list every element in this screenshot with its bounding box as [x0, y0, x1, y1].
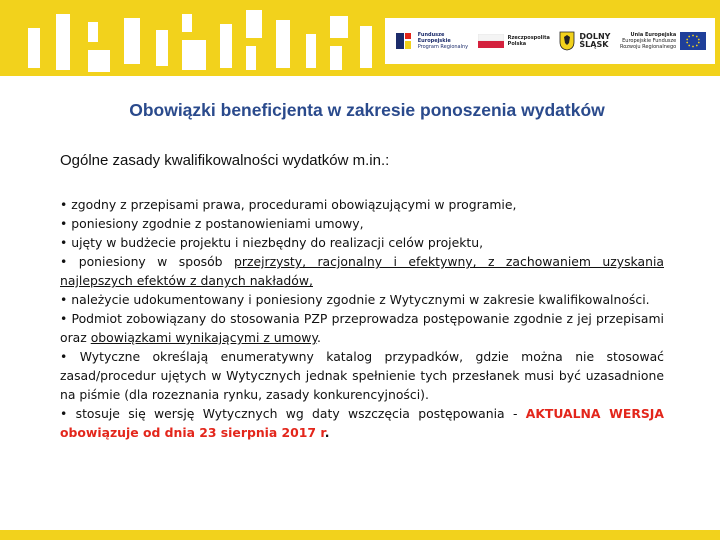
decor-block	[330, 46, 342, 70]
dolny-slask-crest-icon	[559, 31, 575, 51]
header-banner	[0, 0, 720, 76]
list-item: • należycie udokumentowany i poniesiony zgodnie z Wytycznymi w zakresie kwalifikowalności.	[60, 292, 650, 307]
logo-line: Fundusze	[417, 32, 445, 38]
logo-line: Rozwoju Regionalnego	[619, 44, 677, 50]
list-item-text: .	[317, 330, 321, 345]
logo-dolny-slask	[559, 31, 610, 51]
decor-block	[220, 24, 232, 68]
decor-block	[306, 34, 316, 68]
decor-block	[56, 14, 70, 70]
list-item	[60, 404, 664, 442]
list-item: • ujęty w budżecie projektu i niezbędny do realizacji celów projektu,	[60, 235, 484, 250]
list-item	[60, 309, 664, 347]
highlight-text: AKTUALNA WERSJA	[525, 406, 664, 421]
list-item-text: • Podmiot zobowiązany do stosowania PZP przeprowadza postępowanie zgodnie z jej przepisami oraz	[60, 311, 664, 345]
logo-rzeczpospolita-polska	[478, 34, 550, 48]
list-item-text: .	[324, 425, 330, 440]
list-item-text: • poniesiony w sposób	[60, 254, 234, 269]
list-item-text: • stosuje się wersję Wytycznych wg daty wszczęcia postępowania -	[60, 406, 526, 421]
decor-block	[88, 22, 98, 42]
decor-block	[246, 10, 262, 38]
decor-block	[182, 14, 192, 32]
logo-fundusze-europejskie	[394, 31, 468, 51]
logo-line: Europejskie	[417, 38, 451, 44]
underlined-text: przejrzysty, racjonalny i efektywny, z zachowaniem uzyskania najlepszych efektów z danych nakładów,	[60, 254, 664, 288]
underlined-text: obowiązkami wynikającymi z umowy	[90, 330, 318, 345]
decor-block	[88, 50, 110, 72]
decor-block	[156, 30, 168, 66]
decor-block	[28, 28, 40, 68]
list-item: • zgodny z przepisami prawa, procedurami obowiązującymi w programie,	[60, 197, 517, 212]
logo-line: Unia Europejska	[630, 32, 677, 38]
decor-block	[360, 26, 372, 68]
section-subtitle: Ogólne zasady kwalifikowalności wydatków m.in.:	[60, 152, 390, 169]
list-item	[60, 252, 664, 290]
logo-strip	[385, 18, 715, 64]
list-item: • poniesiony zgodnie z postanowieniami umowy,	[60, 216, 364, 231]
polish-flag-icon	[478, 34, 504, 48]
logo-line: DOLNY	[579, 32, 611, 41]
footer-bar	[0, 530, 720, 540]
logo-line: Polska	[507, 41, 527, 47]
logo-line: Program Regionalny	[417, 44, 469, 50]
decor-block	[330, 16, 348, 38]
decor-block	[124, 18, 140, 64]
page-title: Obowiązki beneficjenta w zakresie ponoszenia wydatków	[129, 100, 605, 120]
logo-line: Rzeczpospolita	[507, 35, 550, 41]
logo-unia-europejska	[620, 32, 706, 50]
logo-line: Europejskie Fundusze	[622, 38, 677, 44]
highlight-text: obowiązuje od dnia 23 sierpnia 2017 r	[60, 425, 325, 440]
decor-block	[246, 46, 256, 70]
logo-line: ŚLĄSK	[579, 40, 609, 49]
fundusze-europejskie-icon	[394, 31, 414, 51]
decor-block	[276, 20, 290, 68]
eu-flag-icon	[680, 32, 706, 50]
rules-list	[60, 195, 664, 442]
list-item: • Wytyczne określają enumeratywny katalog przypadków, gdzie można nie stosować zasad/procedur ujętych w Wytycznych jednak spełnienie tych przesłanek musi być uzasadnione na piśmie (dla rozeznania rynku, zasady konkurencyjności).	[60, 349, 664, 402]
decor-block	[182, 40, 206, 70]
